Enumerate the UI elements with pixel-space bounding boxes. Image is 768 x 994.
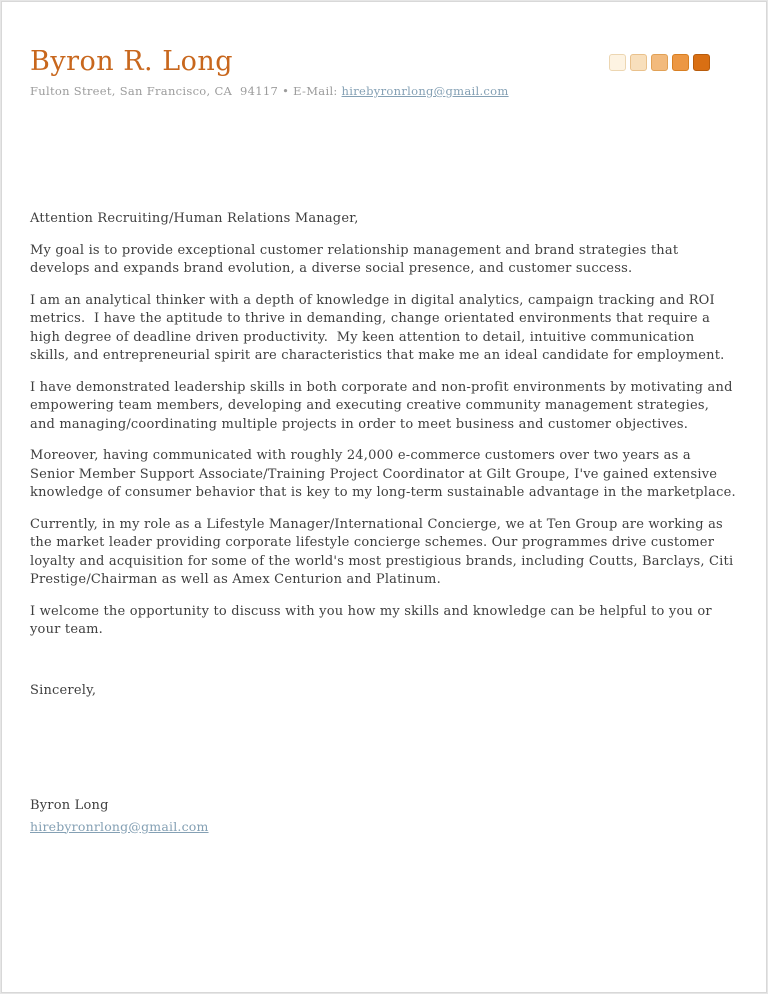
letter-body (30, 210, 738, 836)
signature-name: Byron Long (30, 798, 109, 813)
contact-line (30, 84, 509, 98)
paragraph-analytical: I am an analytical thinker with a depth of knowledge in digital analytics, campaign tracking and ROI metrics. I have the aptitude to thrive in demanding, change orientated environments that require a high degree of deadline driven productivity. My keen attention to detail, intuitive communication skills, and entrepreneurial spirit are characteristics that make me an ideal candidate for employment. (30, 292, 725, 363)
paragraph-leadership: I have demonstrated leadership skills in both corporate and non-profit environments by motivating and empowering team members, developing and executing creative community management strategies, and managing/coordinating multiple projects in order to meet business and customer objectives. (30, 379, 733, 432)
author-name: Byron R. Long (30, 46, 234, 77)
accent-square (630, 54, 647, 71)
signature-email (30, 818, 738, 837)
paragraph-gilt-groupe: Moreover, having communicated with roughly 24,000 e-commerce customers over two years as a Senior Member Support Associate/Training Project Coordinator at Gilt Groupe, I've gained extensive knowledge of consumer behavior that is key to my long-term sustainable advantage in the marketplace. (30, 448, 736, 500)
header (30, 46, 738, 98)
cover-letter-page (1, 1, 767, 993)
accent-square (672, 54, 689, 71)
contact-text: Fulton Street, San Francisco, CA 94117 • E-Mail: (30, 84, 342, 98)
paragraph-welcome: I welcome the opportunity to discuss with you how my skills and knowledge can be helpful to you or your team. (30, 603, 712, 637)
closing: Sincerely, (30, 682, 97, 698)
accent-square (693, 54, 710, 71)
header-email-link[interactable]: hirebyronrlong@gmail.com (341, 84, 509, 98)
header-identity (30, 46, 509, 98)
accent-squares (609, 54, 710, 71)
accent-square (609, 54, 626, 71)
signature-email-link[interactable]: hirebyronrlong@gmail.com (30, 818, 209, 834)
paragraph-ten-group: Currently, in my role as a Lifestyle Manager/International Concierge, we at Ten Group are working as the market leader providing corporate lifestyle concierge schemes. Our programmes drive customer loyalty and acquisition for some of the world's most prestigious brands, including Coutts, Barclays, Citi Prestige/Chairman as well as Amex Centurion and Platinum. (30, 516, 734, 587)
paragraph-salutation: Attention Recruiting/Human Relations Manager, (30, 211, 359, 226)
accent-square (651, 54, 668, 71)
paragraph-goal: My goal is to provide exceptional customer relationship management and brand strategies that develops and expands brand evolution, a diverse social presence, and customer success. (30, 242, 679, 276)
